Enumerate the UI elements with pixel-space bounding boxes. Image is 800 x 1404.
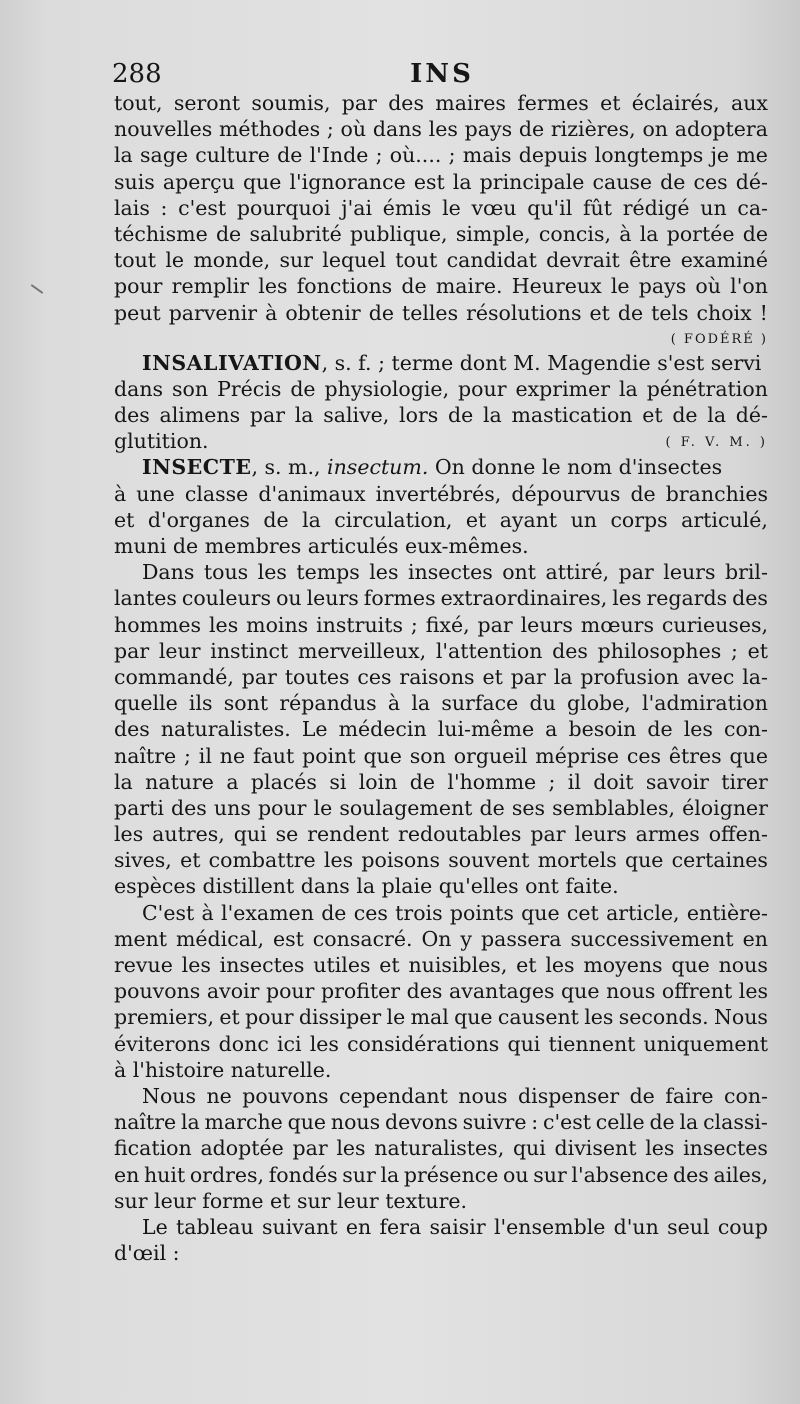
body-text [114,90,768,1266]
headword: INSALIVATION [142,350,322,375]
text-line: la nature a placés si loin de l'homme ; il doit savoir tirer [114,769,768,794]
text-line: sives, et combattre les poisons souvent mortels que certaines [114,848,768,873]
text-line: naître ; il ne faut point que son orgueil méprise ces êtres que [114,743,768,768]
paragraph [114,900,768,1083]
text-line: et d'organes de la circulation, et ayant un corps articulé, [114,507,768,532]
entry-first-line [114,454,768,480]
text-line: suis aperçu que l'ignorance est la principale cause de ces dé- [114,169,768,194]
text-line: Nous ne pouvons cependant nous dispenser de faire con- [142,1083,768,1108]
entry-first-line [114,350,768,376]
latin-name: insectum. [327,455,429,480]
entry-first-line-content [142,454,722,480]
text-line: hommes les moins instruits ; fixé, par leurs mœurs curieuses, [114,612,768,637]
text-line: revue les insectes utiles et nuisibles, et les moyens que nous [114,953,768,977]
text-line: pour remplir les fonctions de maire. Heureux le pays où l'on [114,274,768,299]
text-line: C'est à l'examen de ces trois points que cet article, entière- [142,900,768,925]
text-line: lais : c'est pourquoi j'ai émis le vœu qu'il fût rédigé un ca- [114,195,768,220]
text-line: quelle ils sont répandus à la surface du globe, l'admiration [114,691,768,716]
running-head: INS [410,59,474,89]
text-line: lantes couleurs ou leurs formes extraordinaires, les regards des [114,586,768,611]
text-line: par leur instinct merveilleux, l'attention des philosophes ; et [114,638,768,663]
text-line: sur leur forme et sur leur texture. [114,1188,468,1213]
text-line: des naturalistes. Le médecin lui-même a besoin de les con- [114,717,768,742]
entry-definition-start: , s. f. ; terme dont M. Magendie s'est servi [321,350,762,375]
body-paragraphs [114,559,768,1266]
paragraph [114,1083,768,1214]
text-line: premiers, et pour dissiper le mal que causent les seconds. Nous [114,1005,768,1030]
text-line: à une classe d'animaux invertébrés, dépourvus de branchies [114,481,768,506]
text-line-with-signature [114,428,768,454]
text-line: fication adoptée par les naturalistes, qui divisent les insectes [114,1136,768,1161]
text-line: dans son Précis de physiologie, pour exprimer la pénétration [114,376,768,401]
text-line: parti des uns pour le soulagement de ses semblables, éloigner [114,795,768,820]
text-line: d'œil : [114,1241,180,1266]
author-signature: ( F. V. M. ) [665,435,768,451]
margin-mark [31,284,44,294]
paragraph [114,1214,768,1266]
author-signature: ( FODÉRÉ ) [670,331,768,347]
grammatical-info: , s. m., [251,455,328,480]
entry-insalivation [114,350,768,455]
page-number: 288 [112,59,162,89]
text-line: glutition. [114,429,209,454]
text-line: en huit ordres, fondés sur la présence ou sur l'absence des ailes, [114,1162,768,1187]
text-line: éviterons donc ici les considérations qui tiennent uniquement [114,1031,768,1056]
entry-first-line-content [142,350,761,376]
headword: INSECTE [142,455,252,480]
page-header [112,58,772,90]
text-line: des alimens par la salive, lors de la mastication et de la dé- [114,403,768,428]
text-line: espèces distillent dans la plaie qu'elles ont faite. [114,874,619,899]
text-line: téchisme de salubrité publique, simple, concis, à la portée de [114,221,768,246]
text-line: tout le monde, sur lequel tout candidat devrait être examiné [114,248,768,273]
paragraph [114,559,768,899]
text-line: peut parvenir à obtenir de telles résolutions et de tels choix ! [114,300,768,325]
text-line: tout, seront soumis, par des maires fermes et éclairés, aux [114,91,768,115]
text-line: la sage culture de l'Inde ; où.... ; mais depuis longtemps je me [114,143,768,168]
entry-insecte [114,454,768,559]
text-line: naître la marche que nous devons suivre : c'est celle de la classi- [114,1110,768,1135]
entry-definition-start: On donne le nom d'insectes [428,455,723,480]
paragraph-fodere [114,90,768,350]
text-line: commandé, par toutes ces raisons et par la profusion avec la- [114,664,768,689]
text-line: les autres, qui se rendent redoutables par leurs armes offen- [114,822,768,847]
text-line: muni de membres articulés eux-mêmes. [114,534,529,558]
text-line: Dans tous les temps les insectes ont attiré, par leurs bril- [142,560,768,585]
text-line: ment médical, est consacré. On y passera successivement en [114,926,768,951]
text-line: à l'histoire naturelle. [114,1057,332,1082]
text-line: Le tableau suivant en fera saisir l'ensemble d'un seul coup [142,1214,768,1239]
text-line: nouvelles méthodes ; où dans les pays de rizières, on adoptera [114,117,768,142]
text-line: pouvons avoir pour profiter des avantages que nous offrent les [114,979,768,1004]
